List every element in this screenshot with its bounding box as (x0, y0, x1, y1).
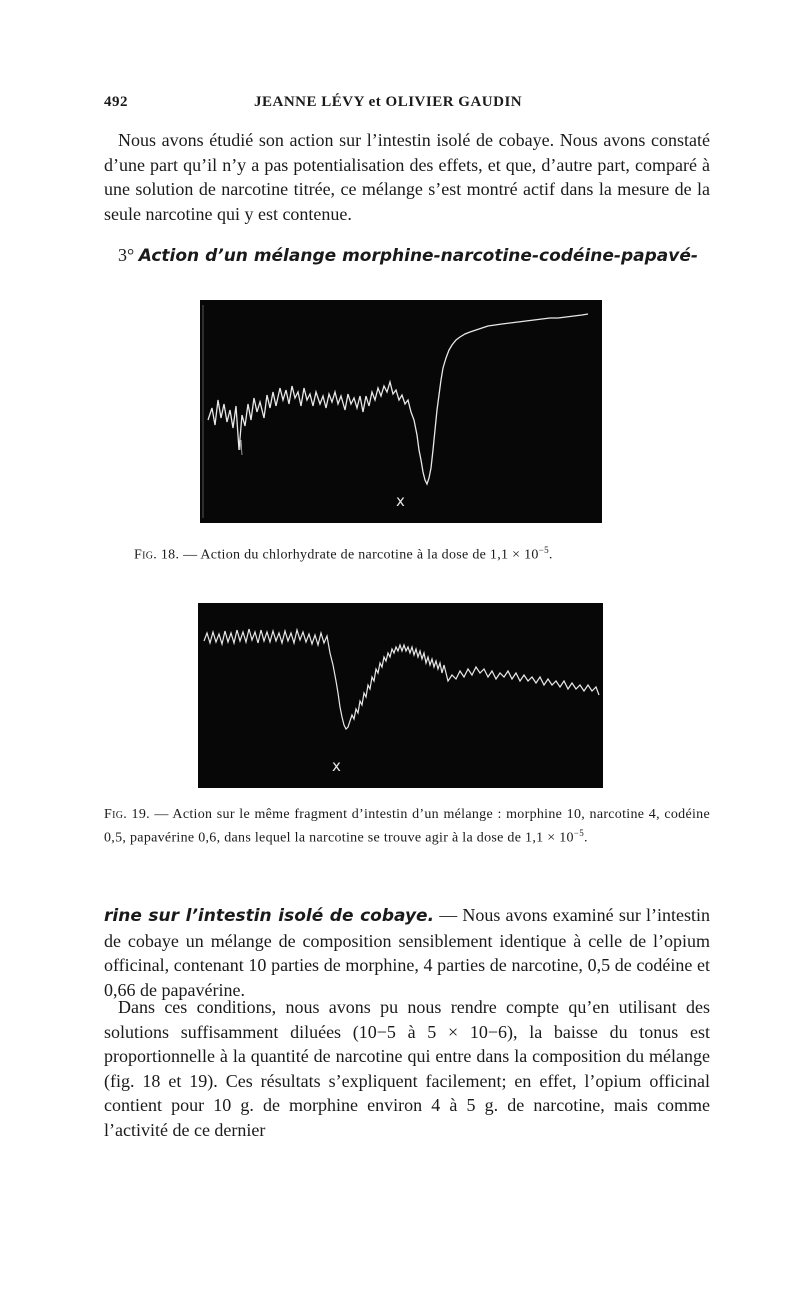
figure-19-label: Fig. 19. (104, 807, 150, 822)
paragraph-3: Dans ces conditions, nous avons pu nous rendre compte qu’en utilisant des solutions suffisamment diluées (10−5 à 5 × 10−6), la baisse du tonus est proportionnelle à la quantité de narcotine qui entre dans la composition du mélange (fig. 18 et 19). Ces résultats s’expliquent facilement; en effet, l’opium officinal contient pour 10 g. de morphine environ 4 à 5 g. de narcotine, mais comme l’activité de ce dernier (104, 997, 710, 1140)
section-heading (104, 243, 710, 269)
running-title: JEANNE LÉVY et OLIVIER GAUDIN (254, 94, 523, 110)
section-title-end: rine sur l’intestin isolé de cobaye. (104, 906, 435, 926)
figure-18-kymograph (200, 300, 602, 523)
paragraph-1: Nous avons étudié son action sur l’intestin isolé de cobaye. Nous avons constaté d’une part qu’il n’y a pas potentialisation des effets, et que, d’autre part, comparé à une solution de narcotine titrée, ce mélange s’est montré actif dans la mesure de la seule narcotine qui y est contenue. (104, 130, 710, 224)
figure-19-caption-end: . (584, 830, 588, 846)
running-header (104, 94, 710, 116)
figure-19-trace (198, 603, 603, 788)
figure-19-exponent: −5 (573, 828, 585, 838)
figure-19-caption (104, 806, 710, 848)
figure-18-caption (134, 541, 710, 565)
figure-18-exponent: −5 (538, 545, 549, 555)
figure-18-trace (200, 300, 602, 523)
section-number: 3° (118, 245, 135, 265)
figure-19-caption-text: — Action sur le même fragment d’intestin d’un mélange : morphine 10, narcotine 4, codéine 0,5, papavérine 0,6, dans lequel la narcotine se trouve agir à la dose de 1,1 × 10 (104, 807, 710, 846)
section-title-start: Action d’un mélange morphine-narcotine-codéine-papavé- (138, 246, 698, 266)
figure-18-marker: x (396, 492, 405, 510)
paragraph-2-text: — Nous avons examiné sur l’intestin de cobaye un mélange de composition sensiblement identique à celle de l’opium officinal, contenant 10 parties de morphine, 4 parties de narcotine, 0,5 de codéine et 0,66 de papavérine. (104, 905, 710, 1000)
page-number: 492 (104, 94, 128, 110)
figure-18-label: Fig. 18. (134, 547, 180, 563)
figure-19-kymograph (198, 603, 603, 788)
figure-18-caption-end: . (548, 547, 553, 563)
figure-18-caption-text: — Action du chlorhydrate de narcotine à la dose de 1,1 × 10 (183, 547, 539, 563)
paragraph-2 (104, 903, 710, 1002)
figure-19-marker: x (332, 757, 341, 775)
